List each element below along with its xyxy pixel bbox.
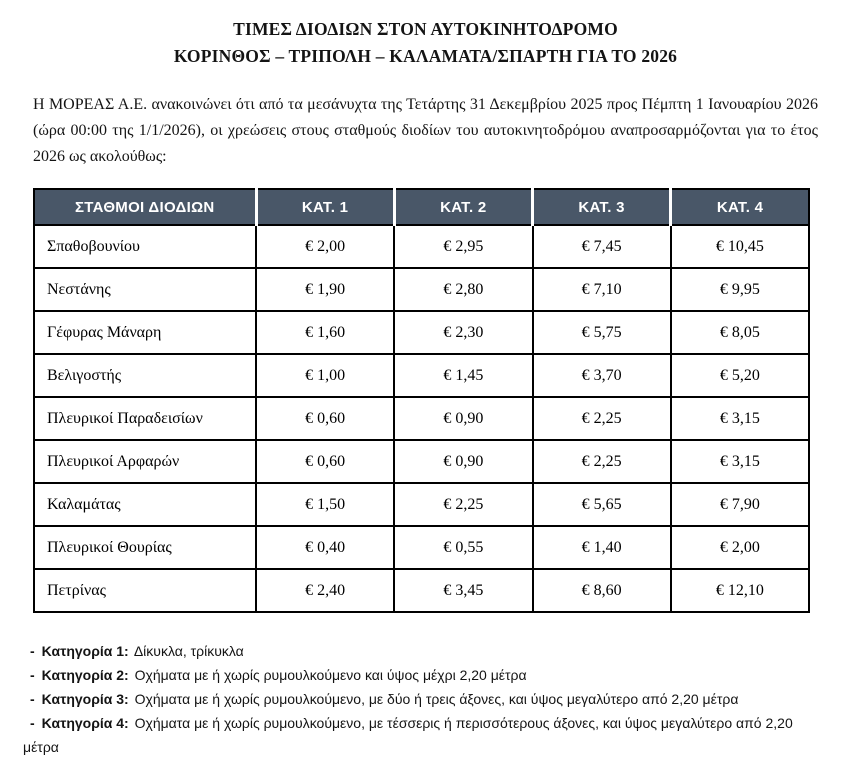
toll-price: € 2,80 xyxy=(394,268,532,311)
toll-prices-table xyxy=(33,188,810,613)
page-title-line-2: ΚΟΡΙΝΘΟΣ – ΤΡΙΠΟΛΗ – ΚΑΛΑΜΑΤΑ/ΣΠΑΡΤΗ ΓΙΑ ΤΟ 2026 xyxy=(173,46,678,66)
intro-paragraph: Η ΜΟΡΕΑΣ Α.Ε. ανακοινώνει ότι από τα μεσάνυχτα της Τετάρτης 31 Δεκεμβρίου 2025 προς Πέμπτη 1 Ιανουαρίου 2026 (ώρα 00:00 της 1/1/2026), οι χρεώσεις στους σταθμούς διοδίων του αυτοκινητοδρόμου αναπροσαρμόζονται για το έτος 2026 ως ακολούθως: xyxy=(33,96,818,165)
toll-price: € 2,95 xyxy=(394,225,532,268)
toll-price: € 3,45 xyxy=(394,569,532,612)
footnote-label: Κατηγορία 4: xyxy=(41,715,129,731)
page-title xyxy=(33,16,818,70)
toll-price: € 8,60 xyxy=(533,569,671,612)
footnote-label: Κατηγορία 1: xyxy=(41,643,129,659)
toll-price: € 1,60 xyxy=(256,311,394,354)
column-header-kat-1: ΚΑΤ. 1 xyxy=(256,189,394,225)
station-name: Πλευρικοί Θουρίας xyxy=(34,526,256,569)
toll-price: € 5,65 xyxy=(533,483,671,526)
toll-price: € 0,55 xyxy=(394,526,532,569)
station-name: Πλευρικοί Αρφαρών xyxy=(34,440,256,483)
dash-bullet: - xyxy=(30,667,35,683)
table-header-row xyxy=(34,189,809,225)
toll-price: € 5,75 xyxy=(533,311,671,354)
toll-price: € 3,15 xyxy=(671,440,809,483)
footnotes xyxy=(23,639,819,759)
station-name: Νεστάνης xyxy=(34,268,256,311)
toll-price: € 1,40 xyxy=(533,526,671,569)
toll-price: € 1,90 xyxy=(256,268,394,311)
station-name: Σπαθοβουνίου xyxy=(34,225,256,268)
table-row xyxy=(34,354,809,397)
toll-price: € 2,40 xyxy=(256,569,394,612)
toll-price: € 1,45 xyxy=(394,354,532,397)
toll-price: € 8,05 xyxy=(671,311,809,354)
station-name: Πετρίνας xyxy=(34,569,256,612)
table-row xyxy=(34,569,809,612)
footnote-category-1 xyxy=(23,639,819,663)
table-row xyxy=(34,397,809,440)
toll-price: € 3,15 xyxy=(671,397,809,440)
station-name: Καλαμάτας xyxy=(34,483,256,526)
toll-price: € 0,40 xyxy=(256,526,394,569)
toll-price: € 0,90 xyxy=(394,440,532,483)
toll-price: € 0,90 xyxy=(394,397,532,440)
column-header-kat-2: ΚΑΤ. 2 xyxy=(394,189,532,225)
dash-bullet: - xyxy=(30,643,35,659)
footnote-category-2 xyxy=(23,663,819,687)
column-header-kat-4: ΚΑΤ. 4 xyxy=(671,189,809,225)
toll-price: € 2,00 xyxy=(256,225,394,268)
toll-price: € 0,60 xyxy=(256,397,394,440)
toll-price: € 7,90 xyxy=(671,483,809,526)
table-row xyxy=(34,268,809,311)
page-title-line-1: ΤΙΜΕΣ ΔΙΟΔΙΩΝ ΣΤΟΝ ΑΥΤΟΚΙΝΗΤΟΔΡΟΜΟ xyxy=(233,19,618,39)
toll-price: € 2,00 xyxy=(671,526,809,569)
footnote-category-3 xyxy=(23,687,819,711)
dash-bullet: - xyxy=(30,715,35,731)
toll-price: € 1,00 xyxy=(256,354,394,397)
toll-price: € 5,20 xyxy=(671,354,809,397)
footnote-text: Δίκυκλα, τρίκυκλα xyxy=(133,643,244,659)
toll-price: € 2,25 xyxy=(533,440,671,483)
footnote-label: Κατηγορία 2: xyxy=(41,667,129,683)
toll-price: € 7,45 xyxy=(533,225,671,268)
toll-price: € 2,25 xyxy=(394,483,532,526)
station-name: Γέφυρας Μάναρη xyxy=(34,311,256,354)
table-row xyxy=(34,526,809,569)
table-row xyxy=(34,440,809,483)
dash-bullet: - xyxy=(30,691,35,707)
toll-price: € 10,45 xyxy=(671,225,809,268)
toll-price: € 12,10 xyxy=(671,569,809,612)
footnote-text: Οχήματα με ή χωρίς ρυμουλκούμενο, με τέσσερις ή περισσότερους άξονες, και ύψος μεγαλύτερο από 2,20 μέτρα xyxy=(23,715,793,755)
column-header-kat-3: ΚΑΤ. 3 xyxy=(533,189,671,225)
table-row xyxy=(34,483,809,526)
footnote-label: Κατηγορία 3: xyxy=(41,691,129,707)
toll-price: € 0,60 xyxy=(256,440,394,483)
toll-price: € 2,25 xyxy=(533,397,671,440)
station-name: Πλευρικοί Παραδεισίων xyxy=(34,397,256,440)
toll-price: € 9,95 xyxy=(671,268,809,311)
column-header-stations: ΣΤΑΘΜΟΙ ΔΙΟΔΙΩΝ xyxy=(34,189,256,225)
footnote-text: Οχήματα με ή χωρίς ρυμουλκούμενο και ύψος μέχρι 2,20 μέτρα xyxy=(134,667,527,683)
footnote-category-4 xyxy=(23,711,819,759)
station-name: Βελιγοστής xyxy=(34,354,256,397)
toll-price: € 3,70 xyxy=(533,354,671,397)
toll-price: € 1,50 xyxy=(256,483,394,526)
toll-price: € 7,10 xyxy=(533,268,671,311)
table-row xyxy=(34,311,809,354)
table-row xyxy=(34,225,809,268)
toll-price: € 2,30 xyxy=(394,311,532,354)
footnote-text: Οχήματα με ή χωρίς ρυμουλκούμενο, με δύο ή τρεις άξονες, και ύψος μεγαλύτερο από 2,20 μέτρα xyxy=(134,691,739,707)
